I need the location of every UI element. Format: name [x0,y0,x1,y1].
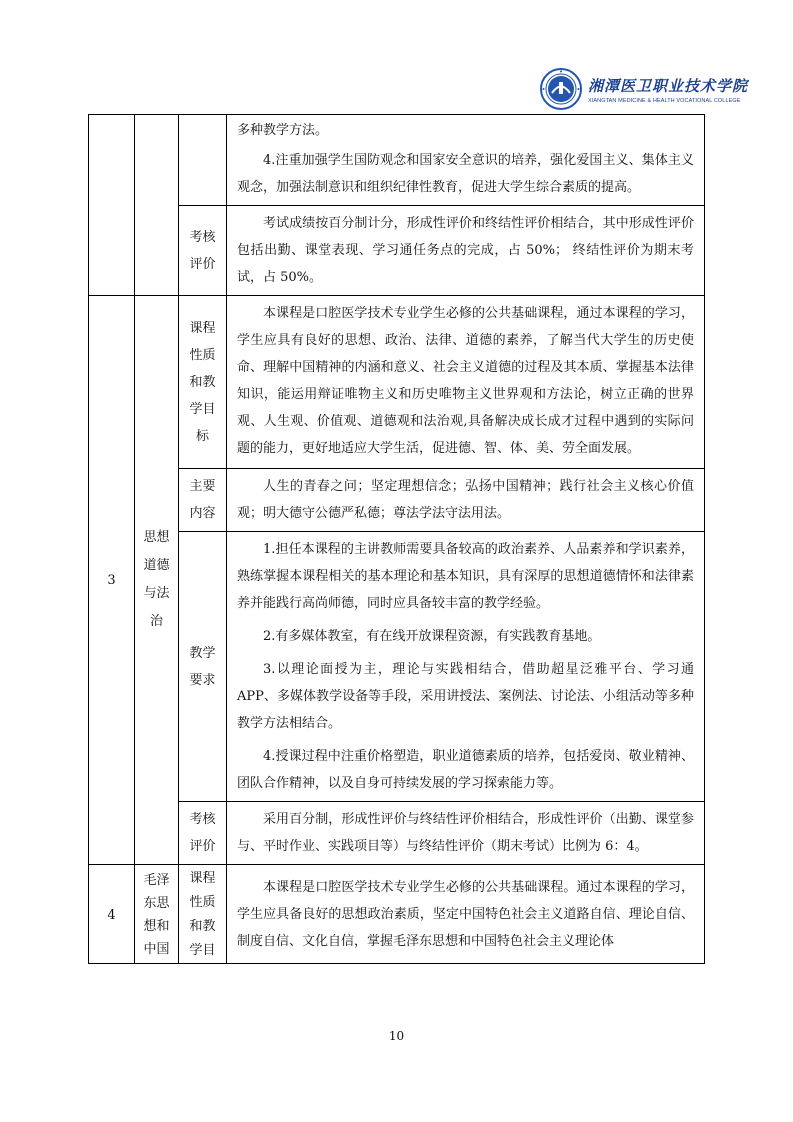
assessment-label: 考核评价 [179,206,227,296]
assessment-text: 采用百分制，形成性评价与终结性评价相结合，形成性评价（出勤、课堂参与、平时作业、实践项目等）与终结性评价（期末考试）比例为 6：4。 [237,812,694,854]
course-number-cell [89,115,135,296]
course-number: 4 [89,865,135,964]
school-logo [540,66,752,112]
assessment-text: 考试成绩按百分制计分，形成性评价和终结性评价相结合，其中形成性评价包括出勤、课堂表现、学习通任务点的完成，占 50%； 终结性评价为期末考试，占 50%。 [237,216,694,285]
table-row [89,296,705,469]
nature-goals-label: 课程性质和教学目标 [179,296,227,469]
main-content [227,469,705,532]
requirement-item: 1.担任本课程的主讲教师需要具备较高的政治素养、人品素养和学识素养，熟练掌握本课程相关的基本理论和基本知识，具有深厚的思想道德情怀和法律素养并能践行高尚师德，同时应具备较丰富的教学经验。 [237,542,694,611]
requirement-text: 多种教学方法。 [237,123,329,138]
nature-goals-text: 本课程是口腔医学技术专业学生必修的公共基础课程，通过本课程的学习，学生应具有良好的思想、政治、法律、道德的素养，了解当代大学生的历史使命、理解中国精神的内涵和意义、社会主义道德的过程及其本质、掌握基本法律知识，能运用辩证唯物主义和历史唯物主义世界观和方法论，树立正确的世界观、人生观、价值观、道德观和法治观,具备解决成长成才过程中遇到的实际问题的能力，更好地适应大学生活，促进德、智、体、美、劳全面发展。 [237,306,694,456]
school-name-cn: 湘潭医卫职业技术学院 [588,76,749,95]
teaching-requirements-label: 教学要求 [179,532,227,802]
course-number: 3 [89,296,135,865]
table-row [89,865,705,964]
main-content-text: 人生的青春之问；坚定理想信念；弘扬中国精神；践行社会主义核心价值观；明大德守公德严私德；尊法学法守法用法。 [237,479,694,521]
main-content-label: 主要内容 [179,469,227,532]
school-seal-icon [540,68,582,110]
table-row [89,469,705,532]
teaching-requirements-content [227,532,705,802]
row-label-cell [179,115,227,206]
course-name: 毛泽东思想和中国 [135,865,179,964]
page-number: 10 [388,1029,405,1043]
teaching-requirements-continued [227,115,705,206]
curriculum-table [88,114,705,964]
requirement-item: 4.授课过程中注重价格塑造，职业道德素质的培养，包括爱岗、敬业精神、团队合作精神，以及自身可持续发展的学习探索能力等。 [237,749,694,791]
assessment-content [227,206,705,296]
requirement-text: 4.注重加强学生国防观念和国家安全意识的培养，强化爱国主义、集体主义观念，加强法制意识和组织纪律性教育，促进大学生综合素质的提高。 [237,153,694,195]
table-row [89,115,705,206]
requirement-item: 3.以理论面授为主，理论与实践相结合，借助超星泛雅平台、学习通 APP、多媒体教学设备等手段，采用讲授法、案例法、讨论法、小组活动等多种教学方法相结合。 [237,662,694,731]
school-name-en: XIANGTAN MEDICINE & HEALTH VOCATIONAL COLLEGE [588,97,741,104]
nature-goals-content [227,296,705,469]
assessment-label: 考核评价 [179,802,227,865]
assessment-content [227,802,705,865]
nature-goals-label: 课程性质和教学目 [179,865,227,964]
requirement-item: 2.有多媒体教室，有在线开放课程资源，有实践教育基地。 [263,629,601,644]
table-row [89,532,705,802]
course-name: 思想道德与法治 [135,296,179,865]
nature-goals-text: 本课程是口腔医学技术专业学生必修的公共基础课程。通过本课程的学习，学生应具备良好的思想政治素质，坚定中国特色社会主义道路自信、理论自信、制度自信、文化自信，掌握毛泽东思想和中国特色社会主义理论体 [237,879,694,949]
table-row [89,802,705,865]
nature-goals-content [227,865,705,964]
table-row [89,206,705,296]
course-name-cell [135,115,179,296]
